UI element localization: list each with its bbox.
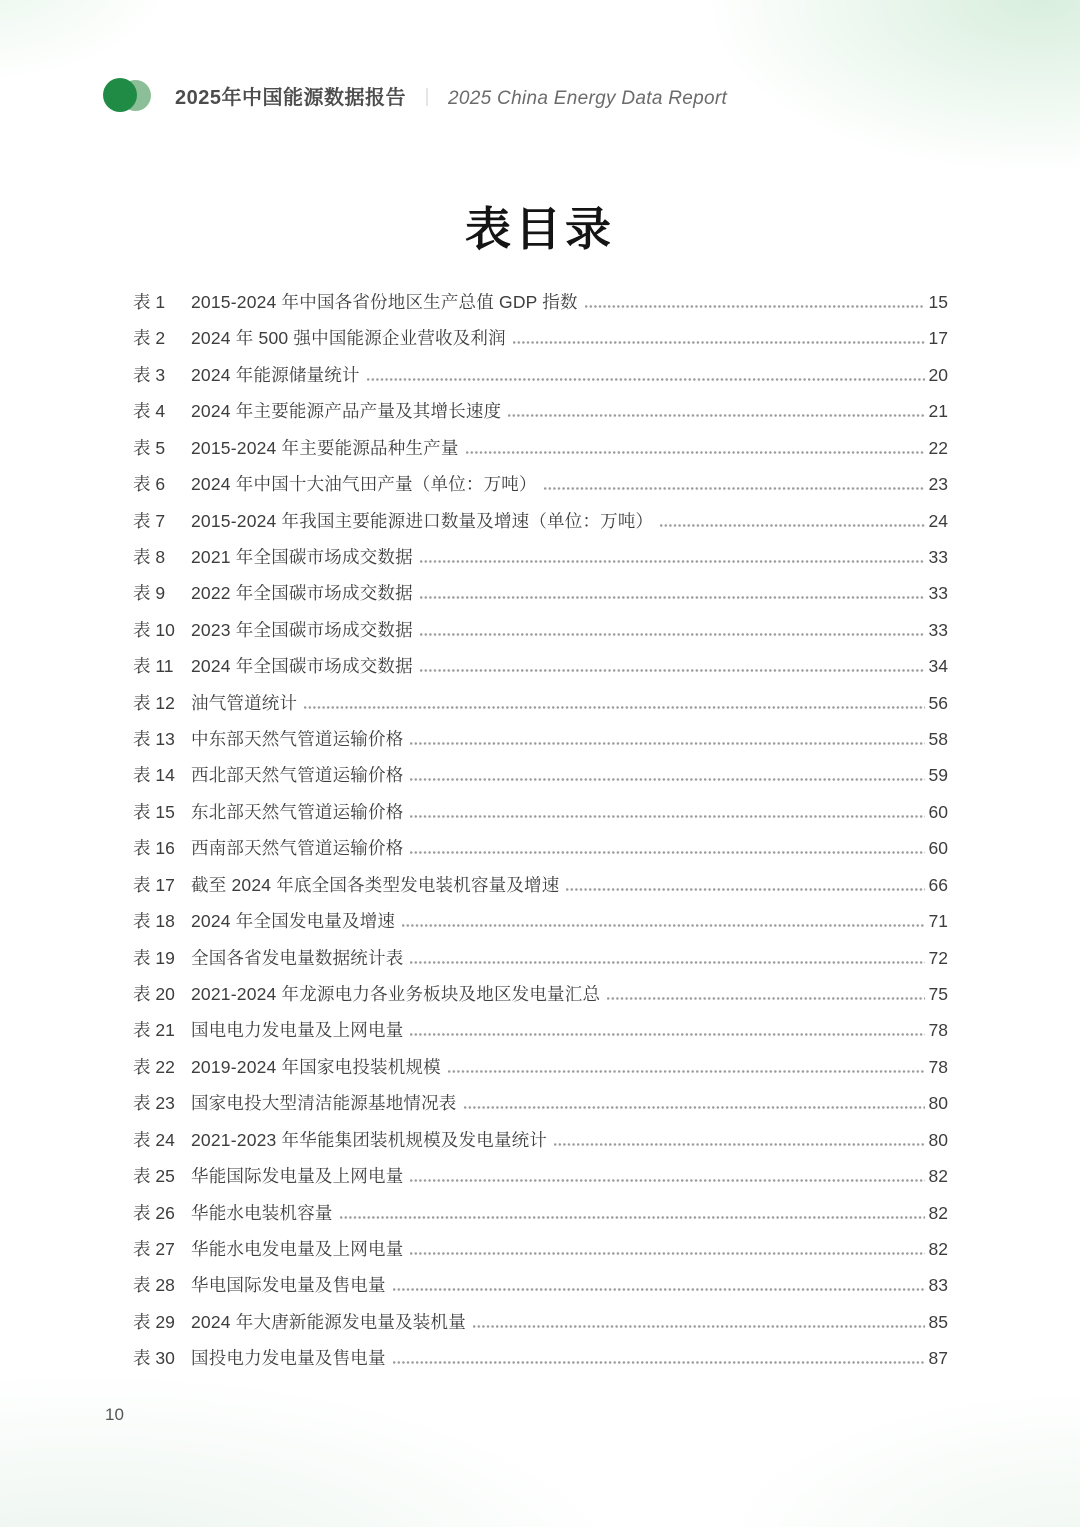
toc-entry-label: 表 13 xyxy=(133,729,175,750)
toc-entry-dot-leader xyxy=(393,1361,925,1364)
toc-entry-page: 72 xyxy=(928,947,948,968)
toc-entry-page: 20 xyxy=(928,364,948,385)
toc-entry-title: 油气管道统计 xyxy=(191,692,298,713)
toc-entry-title: 2021-2023 年华能集团装机规模及发电量统计 xyxy=(191,1129,548,1150)
toc-entry[interactable] xyxy=(133,393,948,429)
toc-entry-title: 2021 年全国碳市场成交数据 xyxy=(191,546,413,567)
toc-entry[interactable] xyxy=(133,320,948,356)
toc-entry-page: 60 xyxy=(928,801,948,822)
toc-entry[interactable] xyxy=(133,1049,948,1085)
toc-entry[interactable] xyxy=(133,867,948,903)
toc-entry-page: 58 xyxy=(928,729,948,750)
toc-entry-title: 2015-2024 年主要能源品种生产量 xyxy=(191,437,459,458)
toc-entry[interactable] xyxy=(133,1158,948,1194)
page-title: 表目录 xyxy=(465,203,615,255)
toc-entry-dot-leader xyxy=(410,815,925,818)
toc-entry-label: 表 12 xyxy=(133,692,175,713)
toc-entry-title: 2015-2024 年我国主要能源进口数量及增速（单位：万吨） xyxy=(191,510,654,531)
toc-entry[interactable] xyxy=(133,721,948,757)
toc-entry-title: 2022 年全国碳市场成交数据 xyxy=(191,583,413,604)
toc-entry-label: 表 3 xyxy=(133,364,166,385)
toc-entry-page: 60 xyxy=(928,838,948,859)
toc-entry-page: 15 xyxy=(928,292,948,312)
toc-entry-dot-leader xyxy=(607,997,925,1000)
toc-entry-dot-leader xyxy=(544,487,925,490)
toc-entry[interactable] xyxy=(133,903,948,939)
toc-entry[interactable] xyxy=(133,1267,948,1303)
toc-entry-title: 东北部天然气管道运输价格 xyxy=(191,801,404,822)
toc-entry[interactable] xyxy=(133,1085,948,1121)
toc-entry[interactable] xyxy=(133,1231,948,1267)
toc-entry-dot-leader xyxy=(420,669,925,672)
toc-list xyxy=(133,284,948,1377)
toc-entry-label: 表 2 xyxy=(133,328,166,349)
toc-entry-title: 华电国际发电量及售电量 xyxy=(191,1275,386,1296)
toc-entry-title: 西北部天然气管道运输价格 xyxy=(191,765,404,786)
toc-entry-title: 国投电力发电量及售电量 xyxy=(191,1348,386,1369)
toc-entry-title: 全国各省发电量数据统计表 xyxy=(191,947,404,968)
toc-entry-page: 33 xyxy=(928,583,948,604)
report-logo-icon xyxy=(103,78,153,113)
toc-entry-label: 表 18 xyxy=(133,911,175,932)
toc-entry-page: 22 xyxy=(928,437,948,458)
toc-entry-dot-leader xyxy=(566,888,925,891)
toc-entry-label: 表 26 xyxy=(133,1202,175,1223)
toc-entry-title: 2024 年大唐新能源发电量及装机量 xyxy=(191,1311,466,1332)
toc-entry-label: 表 15 xyxy=(133,801,175,822)
toc-entry-dot-leader xyxy=(340,1216,925,1219)
toc-entry-page: 85 xyxy=(928,1311,948,1332)
logo-dark-green-circle-icon xyxy=(103,78,137,112)
toc-entry-label: 表 20 xyxy=(133,984,175,1005)
page-footer xyxy=(105,1405,124,1425)
toc-entry[interactable] xyxy=(133,976,948,1012)
toc-entry-dot-leader xyxy=(448,1070,925,1073)
toc-entry-title: 西南部天然气管道运输价格 xyxy=(191,838,404,859)
toc-entry[interactable] xyxy=(133,1122,948,1158)
toc-entry-dot-leader xyxy=(410,778,925,781)
toc-entry[interactable] xyxy=(133,1195,948,1231)
toc-entry-page: 56 xyxy=(928,692,948,713)
toc-entry-label: 表 6 xyxy=(133,474,166,495)
toc-entry-title: 2024 年 500 强中国能源企业营收及利润 xyxy=(191,328,506,349)
toc-entry[interactable] xyxy=(133,1340,948,1376)
toc-entry-page: 34 xyxy=(928,656,948,677)
toc-entry-page: 33 xyxy=(928,619,948,640)
toc-entry-label: 表 19 xyxy=(133,947,175,968)
toc-entry-dot-leader xyxy=(660,524,925,527)
toc-entry-label: 表 17 xyxy=(133,874,175,895)
toc-entry-page: 78 xyxy=(928,1020,948,1041)
toc-entry-title: 2024 年中国十大油气田产量（单位：万吨） xyxy=(191,474,537,495)
toc-entry-title: 2019-2024 年国家电投装机规模 xyxy=(191,1056,441,1077)
toc-entry-page: 82 xyxy=(928,1166,948,1187)
toc-entry-title: 国家电投大型清洁能源基地情况表 xyxy=(191,1093,457,1114)
toc-entry-page: 71 xyxy=(928,911,948,932)
toc-entry-label: 表 29 xyxy=(133,1311,175,1332)
toc-entry-dot-leader xyxy=(367,378,925,381)
toc-entry-dot-leader xyxy=(420,596,925,599)
toc-entry-dot-leader xyxy=(585,305,925,308)
toc-entry-label: 表 1 xyxy=(133,292,166,312)
toc-entry-dot-leader xyxy=(410,742,925,745)
toc-entry-dot-leader xyxy=(473,1325,925,1328)
toc-entry-page: 87 xyxy=(928,1348,948,1369)
toc-entry[interactable] xyxy=(133,430,948,466)
report-header xyxy=(103,78,727,113)
toc-entry-label: 表 8 xyxy=(133,546,166,567)
toc-entry[interactable] xyxy=(133,648,948,684)
toc-entry-page: 33 xyxy=(928,546,948,567)
toc-entry-dot-leader xyxy=(304,706,925,709)
toc-entry-dot-leader xyxy=(393,1288,925,1291)
toc-entry-page: 59 xyxy=(928,765,948,786)
toc-entry-label: 表 25 xyxy=(133,1166,175,1187)
header-divider: ｜ xyxy=(418,88,436,108)
toc-entry-label: 表 11 xyxy=(133,656,174,677)
toc-entry-dot-leader xyxy=(466,451,925,454)
toc-entry-title: 2015-2024 年中国各省份地区生产总值 GDP 指数 xyxy=(191,292,578,312)
toc-entry[interactable] xyxy=(133,1304,948,1340)
toc-entry-title: 2024 年能源储量统计 xyxy=(191,364,360,385)
toc-entry[interactable] xyxy=(133,757,948,793)
toc-entry-label: 表 10 xyxy=(133,619,175,640)
toc-entry-dot-leader xyxy=(402,924,925,927)
toc-entry[interactable] xyxy=(133,575,948,611)
toc-entry-label: 表 27 xyxy=(133,1238,175,1259)
toc-entry-page: 66 xyxy=(928,874,948,895)
toc-entry-label: 表 21 xyxy=(133,1020,175,1041)
toc-entry-dot-leader xyxy=(420,560,925,563)
toc-entry-page: 24 xyxy=(928,510,948,531)
toc-entry-label: 表 7 xyxy=(133,510,166,531)
toc-entry[interactable] xyxy=(133,284,948,320)
toc-entry-page: 82 xyxy=(928,1202,948,1223)
toc-entry-label: 表 16 xyxy=(133,838,175,859)
toc-entry[interactable] xyxy=(133,794,948,830)
toc-entry-title: 华能水电装机容量 xyxy=(191,1202,333,1223)
toc-entry-dot-leader xyxy=(513,341,925,344)
toc-entry-title: 2024 年主要能源产品产量及其增长速度 xyxy=(191,401,502,422)
toc-entry-dot-leader xyxy=(410,851,925,854)
toc-entry-title: 2024 年全国发电量及增速 xyxy=(191,911,396,932)
toc-entry-dot-leader xyxy=(410,1252,925,1255)
toc-entry-label: 表 14 xyxy=(133,765,175,786)
header-title-zh: 2025年中国能源数据报告 xyxy=(175,87,406,109)
toc-entry-title: 中东部天然气管道运输价格 xyxy=(191,729,404,750)
toc-entry-title: 2023 年全国碳市场成交数据 xyxy=(191,619,413,640)
toc-entry-page: 17 xyxy=(928,328,948,349)
toc-entry-dot-leader xyxy=(508,414,925,417)
toc-entry-dot-leader xyxy=(410,1033,925,1036)
toc-entry-label: 表 28 xyxy=(133,1275,175,1296)
toc-entry-label: 表 22 xyxy=(133,1056,175,1077)
header-text xyxy=(175,81,727,110)
toc-entry-title: 华能水电发电量及上网电量 xyxy=(191,1238,404,1259)
toc-entry-page: 83 xyxy=(928,1275,948,1296)
toc-entry[interactable] xyxy=(133,830,948,866)
toc-entry-label: 表 5 xyxy=(133,437,166,458)
toc-entry-label: 表 24 xyxy=(133,1129,175,1150)
toc-entry[interactable] xyxy=(133,466,948,502)
toc-entry-title: 2021-2024 年龙源电力各业务板块及地区发电量汇总 xyxy=(191,984,601,1005)
toc-entry[interactable] xyxy=(133,940,948,976)
toc-entry-title: 国电电力发电量及上网电量 xyxy=(191,1020,404,1041)
toc-entry[interactable] xyxy=(133,612,948,648)
toc-entry-page: 82 xyxy=(928,1238,948,1259)
toc-entry[interactable] xyxy=(133,539,948,575)
toc-entry-label: 表 23 xyxy=(133,1093,175,1114)
toc-entry-page: 75 xyxy=(928,984,948,1005)
toc-entry-page: 80 xyxy=(928,1093,948,1114)
toc-entry[interactable] xyxy=(133,503,948,539)
toc-entry-page: 23 xyxy=(928,474,948,495)
toc-entry-title: 2024 年全国碳市场成交数据 xyxy=(191,656,413,677)
toc-entry-page: 80 xyxy=(928,1129,948,1150)
toc-entry[interactable] xyxy=(133,357,948,393)
toc-entry[interactable] xyxy=(133,685,948,721)
page-number: 10 xyxy=(105,1405,124,1424)
header-title-en: 2025 China Energy Data Report xyxy=(448,88,728,109)
toc-entry-title: 截至 2024 年底全国各类型发电装机容量及增速 xyxy=(191,874,560,895)
toc-entry-dot-leader xyxy=(420,633,925,636)
toc-entry[interactable] xyxy=(133,1012,948,1048)
toc-entry-title: 华能国际发电量及上网电量 xyxy=(191,1166,404,1187)
toc-entry-page: 21 xyxy=(928,401,948,422)
toc-entry-dot-leader xyxy=(410,1179,925,1182)
toc-entry-dot-leader xyxy=(554,1143,925,1146)
toc-entry-label: 表 30 xyxy=(133,1348,175,1369)
toc-entry-dot-leader xyxy=(464,1106,926,1109)
toc-entry-dot-leader xyxy=(410,961,925,964)
toc-entry-page: 78 xyxy=(928,1056,948,1077)
toc-entry-label: 表 4 xyxy=(133,401,166,422)
toc-entry-label: 表 9 xyxy=(133,583,166,604)
